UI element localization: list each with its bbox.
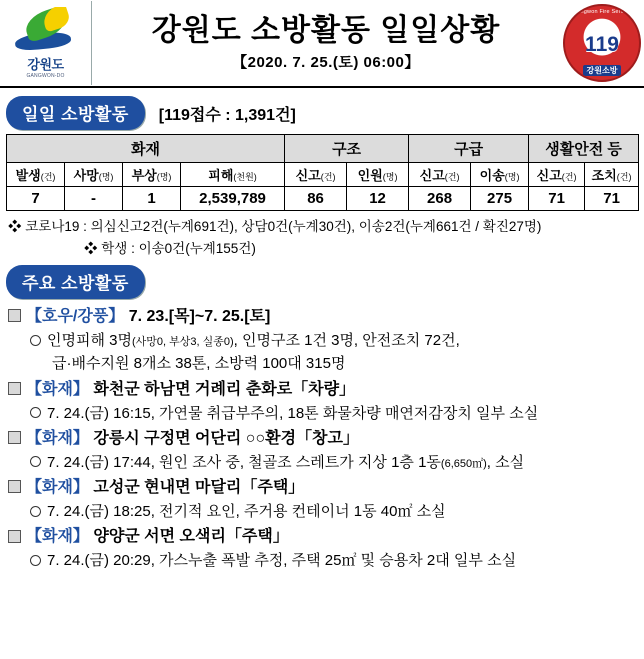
detail-text: 7. 24.(금) 17:44, 원인 조사 중, 철골조 스레트가 지상 1층 1동 [47, 453, 441, 471]
value-cell-9: 71 [585, 187, 639, 211]
circle-bullet-icon [30, 456, 41, 467]
square-bullet-icon [8, 309, 21, 322]
detail-text2: , 인명구조 1건 3명, 안전조치 72건, [233, 332, 460, 349]
sub-header-3: 피해(천원) [181, 163, 285, 187]
group-header-rescue: 구조 [285, 135, 409, 163]
sub-header-6: 신고(건) [409, 163, 471, 187]
table-value-row [7, 187, 639, 211]
logo-english-label: GANGWON-DO [26, 73, 65, 79]
list-item [8, 525, 644, 572]
page-title: 강원도 소방활동 일일상황 [151, 14, 501, 48]
square-bullet-icon [8, 530, 21, 543]
sub-header-8: 신고(건) [529, 163, 585, 187]
fire-service-logo [560, 1, 644, 85]
item-title: 양양군 서면 오색리「주택」 [88, 528, 289, 546]
item-heading [8, 476, 644, 500]
item-tag: 【화재】 [26, 429, 89, 447]
title-block [92, 14, 560, 72]
item-detail [30, 329, 644, 352]
daily-statistics-table [6, 134, 639, 211]
item-title: 7. 23.[목]~7. 25.[토] [124, 308, 271, 325]
call-count-note: [119접수 : 1,391건] [158, 106, 296, 124]
value-cell-0: 7 [7, 187, 65, 211]
value-cell-1: - [65, 187, 123, 211]
footnote-student: ❖ 학생 : 이송0건(누계155건) [84, 241, 256, 256]
item-heading [8, 427, 644, 451]
item-title: 고성군 현내면 마달리「주택」 [88, 479, 305, 496]
list-item [8, 476, 644, 523]
item-heading [8, 378, 644, 402]
item-detail [30, 451, 644, 474]
footnote-covid: ❖ 코로나19 : 의심신고2건(누계691건), 상담0건(누계30건), 이송2건(누계661건 / 확진27명) [8, 219, 542, 234]
list-item [8, 305, 644, 376]
item-detail-continued: 급·배수지원 8개소 38톤, 소방력 100대 315명 [52, 355, 346, 373]
square-bullet-icon [8, 480, 21, 493]
value-cell-5: 12 [347, 187, 409, 211]
fire-service-emblem-icon [563, 4, 641, 82]
sub-header-4: 신고(건) [285, 163, 347, 187]
group-header-safety: 생활안전 등 [529, 135, 639, 163]
circle-bullet-icon [30, 555, 41, 566]
circle-bullet-icon [30, 407, 41, 418]
detail-text: 7. 24.(금) 20:29, 가스누출 폭발 추정, 주택 25㎡ 및 승용차 2대 일부 소실 [47, 552, 517, 570]
value-cell-8: 71 [529, 187, 585, 211]
detail-text2: , 소실 [486, 453, 525, 471]
group-header-fire: 화재 [7, 135, 285, 163]
emblem-number: 119 [585, 32, 619, 56]
gangwon-do-logo [0, 1, 92, 85]
item-detail [30, 500, 644, 523]
section-main-activity-header [6, 265, 644, 299]
item-title: 강릉시 구정면 어단리 ○○환경「창고」 [88, 429, 359, 447]
report-datetime: 【2020. 7. 25.(토) 06:00】 [232, 53, 420, 71]
detail-small: (사망0, 부상3, 실종0) [131, 336, 234, 348]
item-heading [8, 525, 644, 549]
detail-text: 인명피해 3명 [47, 332, 132, 349]
section-daily-activity-header [6, 96, 644, 130]
item-detail [30, 402, 644, 425]
item-tag: 【화재】 [26, 380, 89, 398]
sub-header-9: 조치(건) [585, 163, 639, 187]
item-tag: 【화재】 [26, 479, 89, 496]
sub-header-0: 발생(건) [7, 163, 65, 187]
detail-text: 7. 24.(금) 18:25, 전기적 요인, 주거용 컨테이너 1동 40㎡ 소실 [47, 503, 446, 520]
detail-text: 7. 24.(금) 16:15, 가연물 취급부주의, 18톤 화물차량 매연저감장치 일부 소실 [47, 404, 539, 422]
item-title: 화천군 하남면 거례리 춘화로「차량」 [88, 380, 356, 398]
circle-bullet-icon [30, 335, 41, 346]
item-detail [30, 549, 644, 572]
list-item [8, 427, 644, 474]
group-header-ems: 구급 [409, 135, 529, 163]
value-cell-2: 1 [123, 187, 181, 211]
sub-header-5: 인원(명) [347, 163, 409, 187]
section-title-main-activity: 주요 소방활동 [6, 265, 145, 299]
value-cell-4: 86 [285, 187, 347, 211]
sub-header-1: 사망(명) [65, 163, 123, 187]
detail-small: (6,650㎡) [440, 457, 487, 470]
value-cell-3: 2,539,789 [181, 187, 285, 211]
report-header [0, 0, 644, 88]
table-sub-header-row [7, 163, 639, 187]
item-tag: 【화재】 [26, 528, 89, 546]
item-tag: 【호우/강풍】 [26, 308, 125, 325]
item-heading [8, 305, 644, 329]
value-cell-7: 275 [471, 187, 529, 211]
activity-list [0, 305, 644, 573]
logo-korean-label: 강원도 [27, 57, 64, 72]
emblem-badge: 강원소방 [583, 65, 622, 76]
sub-header-7: 이송(명) [471, 163, 529, 187]
gangwon-do-emblem-icon [13, 7, 79, 53]
section-title-daily-activity: 일일 소방활동 [6, 96, 145, 130]
list-item [8, 378, 644, 425]
table-group-header-row [7, 135, 639, 163]
sub-header-2: 부상(명) [123, 163, 181, 187]
square-bullet-icon [8, 382, 21, 395]
emblem-top-text: Gangwon Fire Service [572, 9, 632, 15]
square-bullet-icon [8, 431, 21, 444]
circle-bullet-icon [30, 506, 41, 517]
value-cell-6: 268 [409, 187, 471, 211]
